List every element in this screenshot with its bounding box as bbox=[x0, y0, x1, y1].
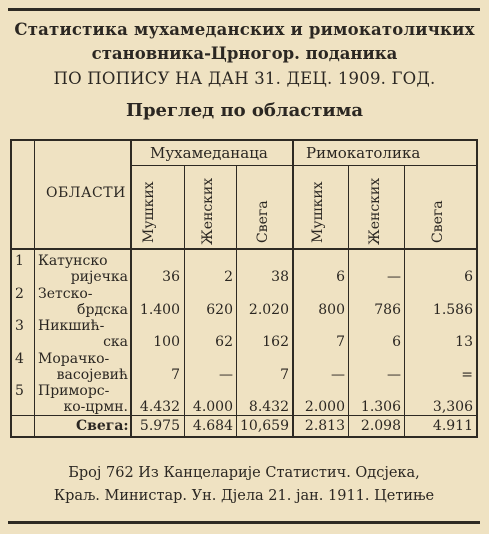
title-line-1: Статистика мухамеданских и римокатоличких bbox=[14, 20, 475, 39]
sub-header-total-1: Свега bbox=[255, 200, 271, 243]
data-cell: — bbox=[387, 366, 401, 383]
data-cell: 1.400 bbox=[139, 301, 180, 318]
data-cell: 6 bbox=[464, 269, 473, 285]
data-cell: 7 bbox=[280, 366, 289, 383]
row-number: 2 bbox=[15, 285, 24, 302]
table-group-divider bbox=[292, 139, 294, 438]
region-name-line-1: Катунско bbox=[38, 253, 108, 269]
data-cell: 38 bbox=[271, 269, 289, 285]
data-cell: 36 bbox=[162, 269, 180, 285]
region-name-line-1: Зетско- bbox=[38, 285, 93, 302]
total-value: 5.975 bbox=[139, 418, 180, 434]
data-cell: 13 bbox=[455, 334, 473, 350]
total-value: 2.813 bbox=[304, 418, 345, 434]
data-cell: 162 bbox=[262, 334, 289, 350]
sub-header-total-2: Свега bbox=[430, 200, 446, 243]
title-line-2: становника-Црногор. поданика bbox=[91, 44, 398, 63]
total-label: Свега: bbox=[76, 418, 129, 434]
muslims-group-header: Мухамеданаца bbox=[150, 144, 268, 162]
region-name-line-2: ријечка bbox=[70, 269, 128, 285]
data-cell: — bbox=[331, 366, 345, 383]
row-number: 4 bbox=[15, 350, 24, 367]
row-number: 3 bbox=[15, 318, 24, 334]
data-cell: 8.432 bbox=[248, 399, 289, 415]
data-cell: 1.586 bbox=[432, 301, 473, 318]
total-value: 4.911 bbox=[432, 418, 473, 434]
region-name-line-1: Морачко- bbox=[38, 350, 110, 367]
data-cell: — bbox=[219, 366, 233, 383]
data-cell: 4.432 bbox=[139, 399, 180, 415]
table-bottom-line bbox=[10, 436, 478, 438]
data-cell: 100 bbox=[153, 334, 180, 350]
table-right-line bbox=[476, 139, 478, 438]
total-top-line bbox=[10, 415, 478, 416]
total-value: 10,659 bbox=[240, 418, 289, 434]
data-cell: 62 bbox=[215, 334, 233, 350]
region-name-line-2: васојевић bbox=[56, 366, 128, 383]
data-cell: 2.020 bbox=[248, 301, 289, 318]
data-cell: 6 bbox=[392, 334, 401, 350]
data-cell: 7 bbox=[171, 366, 180, 383]
data-cell: 6 bbox=[336, 269, 345, 285]
area-column-header: ОБЛАСТИ bbox=[46, 185, 126, 201]
data-cell: 786 bbox=[374, 301, 401, 318]
region-name-line-2: ко-црмн. bbox=[63, 399, 128, 415]
region-name-line-1: Никшић- bbox=[38, 318, 105, 334]
sub-header-male-2: Мушких bbox=[310, 181, 326, 243]
data-cell: 2.000 bbox=[304, 399, 345, 415]
data-cell: = bbox=[461, 366, 473, 383]
data-cell: 620 bbox=[206, 301, 233, 318]
total-value: 4.684 bbox=[192, 418, 233, 434]
data-cell: — bbox=[387, 269, 401, 285]
row-number: 1 bbox=[15, 253, 24, 269]
data-cell: 1.306 bbox=[360, 399, 401, 415]
region-name-line-1: Приморс- bbox=[38, 383, 110, 399]
data-cell: 4.000 bbox=[192, 399, 233, 415]
sub-header-female-2: Женских bbox=[367, 177, 383, 245]
table-left-inner-line bbox=[34, 139, 35, 438]
footer-line-2: Краљ. Министар. Ун. Дјела 21. јан. 1911. Цетиње bbox=[53, 488, 435, 504]
catholics-group-header: Римокатолика bbox=[306, 144, 421, 162]
statistics-table bbox=[10, 139, 478, 439]
footer-line-1: Број 762 Из Канцеларије Статистич. Одсјека, bbox=[68, 465, 420, 481]
header-bottom-line bbox=[10, 248, 478, 250]
data-cell: 800 bbox=[318, 301, 345, 318]
region-name-line-2: ска bbox=[103, 334, 128, 350]
data-cell: 2 bbox=[224, 269, 233, 285]
data-cell: 7 bbox=[336, 334, 345, 350]
table-top-line bbox=[10, 139, 478, 141]
data-cell: 3,306 bbox=[432, 399, 473, 415]
total-value: 2.098 bbox=[360, 418, 401, 434]
table-area-col-line bbox=[130, 139, 132, 438]
title-line-3: ПО ПОПИСУ НА ДАН 31. ДЕЦ. 1909. ГОД. bbox=[53, 69, 436, 88]
top-rule bbox=[8, 8, 480, 11]
region-name-line-2: брдска bbox=[77, 301, 128, 318]
row-number: 5 bbox=[15, 383, 24, 399]
bottom-rule bbox=[8, 521, 480, 524]
group-header-line bbox=[130, 165, 478, 166]
sub-header-male-1: Мушких bbox=[141, 181, 157, 243]
table-left-line bbox=[10, 139, 12, 438]
title-line-4: Преглед по областима bbox=[125, 100, 364, 121]
sub-header-female-1: Женских bbox=[200, 177, 216, 245]
